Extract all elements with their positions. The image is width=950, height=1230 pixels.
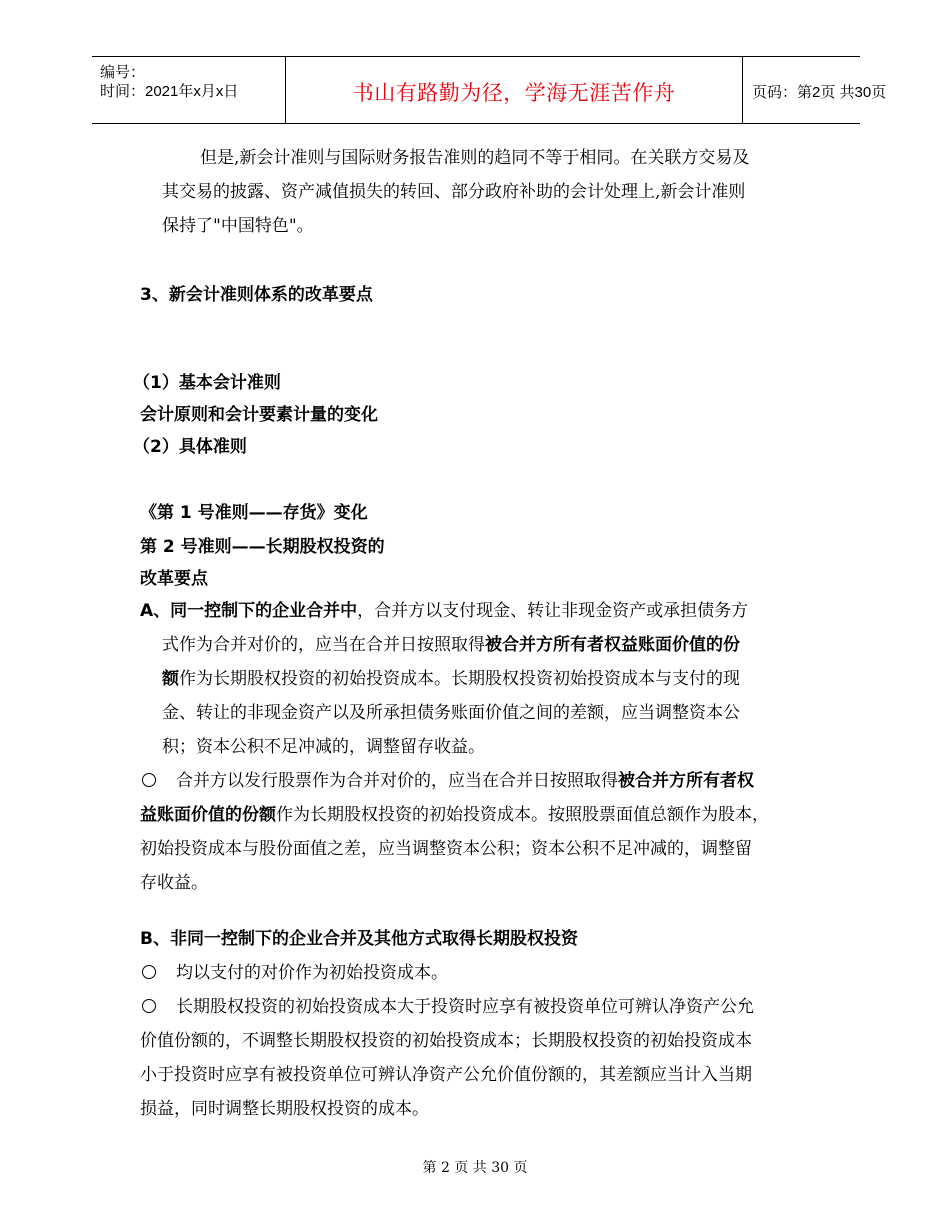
bullet-1-line2 <box>140 805 769 825</box>
bullet-1-line4: 存收益。 <box>140 873 208 893</box>
standard-2-title-line2: 改革要点 <box>140 569 208 589</box>
bullet-2-text: 均以支付的对价作为初始投资成本。 <box>176 963 448 983</box>
para1-line3: 保持了"中国特色"。 <box>162 216 314 236</box>
circle-bullet-icon <box>142 965 156 979</box>
page-footer: 第 2 页 共 30 页 <box>422 1160 528 1176</box>
para1-line2: 其交易的披露、资产减值损失的转回、部分政府补助的会计处理上,新会计准则 <box>162 182 746 202</box>
para-a-line1 <box>140 601 748 621</box>
header-motto-cell <box>285 57 743 123</box>
bullet-1-line2-text: 作为长期股权投资的初始投资成本。按照股票面值总额作为股本， <box>276 805 769 825</box>
bullet-1-text: 合并方以发行股票作为合并对价的，应当在合并日按照取得 <box>176 771 618 791</box>
para1-line1: 但是,新会计准则与国际财务报告准则的趋同不等于相同。在关联方交易及 <box>200 148 750 168</box>
para-a-line1-text: ，合并方以支付现金、转让非现金资产或承担债务方 <box>357 601 749 621</box>
para-b-heading: B、非同一控制下的企业合并及其他方式取得长期股权投资 <box>140 929 578 949</box>
bullet-3-line1 <box>140 997 754 1017</box>
para-a-heading: A、同一控制下的企业合并中 <box>140 601 358 621</box>
para-a-line2-text: 式作为合并对价的，应当在合并日按照取得 <box>162 635 485 655</box>
para-a-line4: 金、转让的非现金资产以及所承担债务账面价值之间的差额，应当调整资本公 <box>162 703 740 723</box>
bullet-3-line3: 小于投资时应享有被投资单位可辨认净资产公允价值份额的，其差额应当计入当期 <box>140 1065 752 1085</box>
para-a-line5: 积；资本公积不足冲减的，调整留存收益。 <box>162 737 485 757</box>
para-a-line3 <box>162 669 740 689</box>
bullet-1-line1 <box>140 771 754 791</box>
bullet-3-line4: 损益，同时调整长期股权投资的成本。 <box>140 1099 429 1119</box>
para-a-line2-emphasis: 被合并方所有者权益账面价值的份 <box>485 635 740 655</box>
document-number-label: 编号： <box>100 64 146 81</box>
header-page-number: 页码：第2页 共30页 <box>752 84 887 101</box>
header-page-cell <box>742 57 887 123</box>
subsection-specific-standards: （2）具体准则 <box>133 437 247 457</box>
bullet-3-line2: 价值份额的，不调整长期股权投资的初始投资成本；长期股权投资的初始投资成本 <box>140 1031 752 1051</box>
header-meta-cell <box>92 57 284 123</box>
circle-bullet-icon <box>142 999 156 1013</box>
bullet-2 <box>140 963 448 983</box>
header-table <box>92 56 887 124</box>
bullet-1-line3: 初始投资成本与股份面值之差，应当调整资本公积；资本公积不足冲减的，调整留 <box>140 839 752 859</box>
section-heading-3: 3、新会计准则体系的改革要点 <box>140 285 373 305</box>
subsection-basic-standard: （1）基本会计准则 <box>133 373 281 393</box>
bullet-3-text: 长期股权投资的初始投资成本大于投资时应享有被投资单位可辨认净资产公允 <box>176 997 754 1017</box>
para-a-line2 <box>162 635 740 655</box>
para-a-line3-emphasis: 额 <box>162 669 179 689</box>
basic-standard-description: 会计原则和会计要素计量的变化 <box>140 405 378 425</box>
header-motto: 书山有路勤为径，学海无涯苦作舟 <box>352 81 676 105</box>
document-time-label: 时间：2021年x月x日 <box>100 83 239 100</box>
bullet-1-emphasis: 被合并方所有者权 <box>618 771 754 791</box>
bullet-1-line2-emphasis: 益账面价值的份额 <box>140 805 276 825</box>
para-a-line3-text: 作为长期股权投资的初始投资成本。长期股权投资初始投资成本与支付的现 <box>179 669 740 689</box>
circle-bullet-icon <box>142 773 156 787</box>
standard-2-title-line1: 第 2 号准则——长期股权投资的 <box>140 537 385 557</box>
standard-1-title: 《第 1 号准则——存货》变化 <box>140 503 368 523</box>
